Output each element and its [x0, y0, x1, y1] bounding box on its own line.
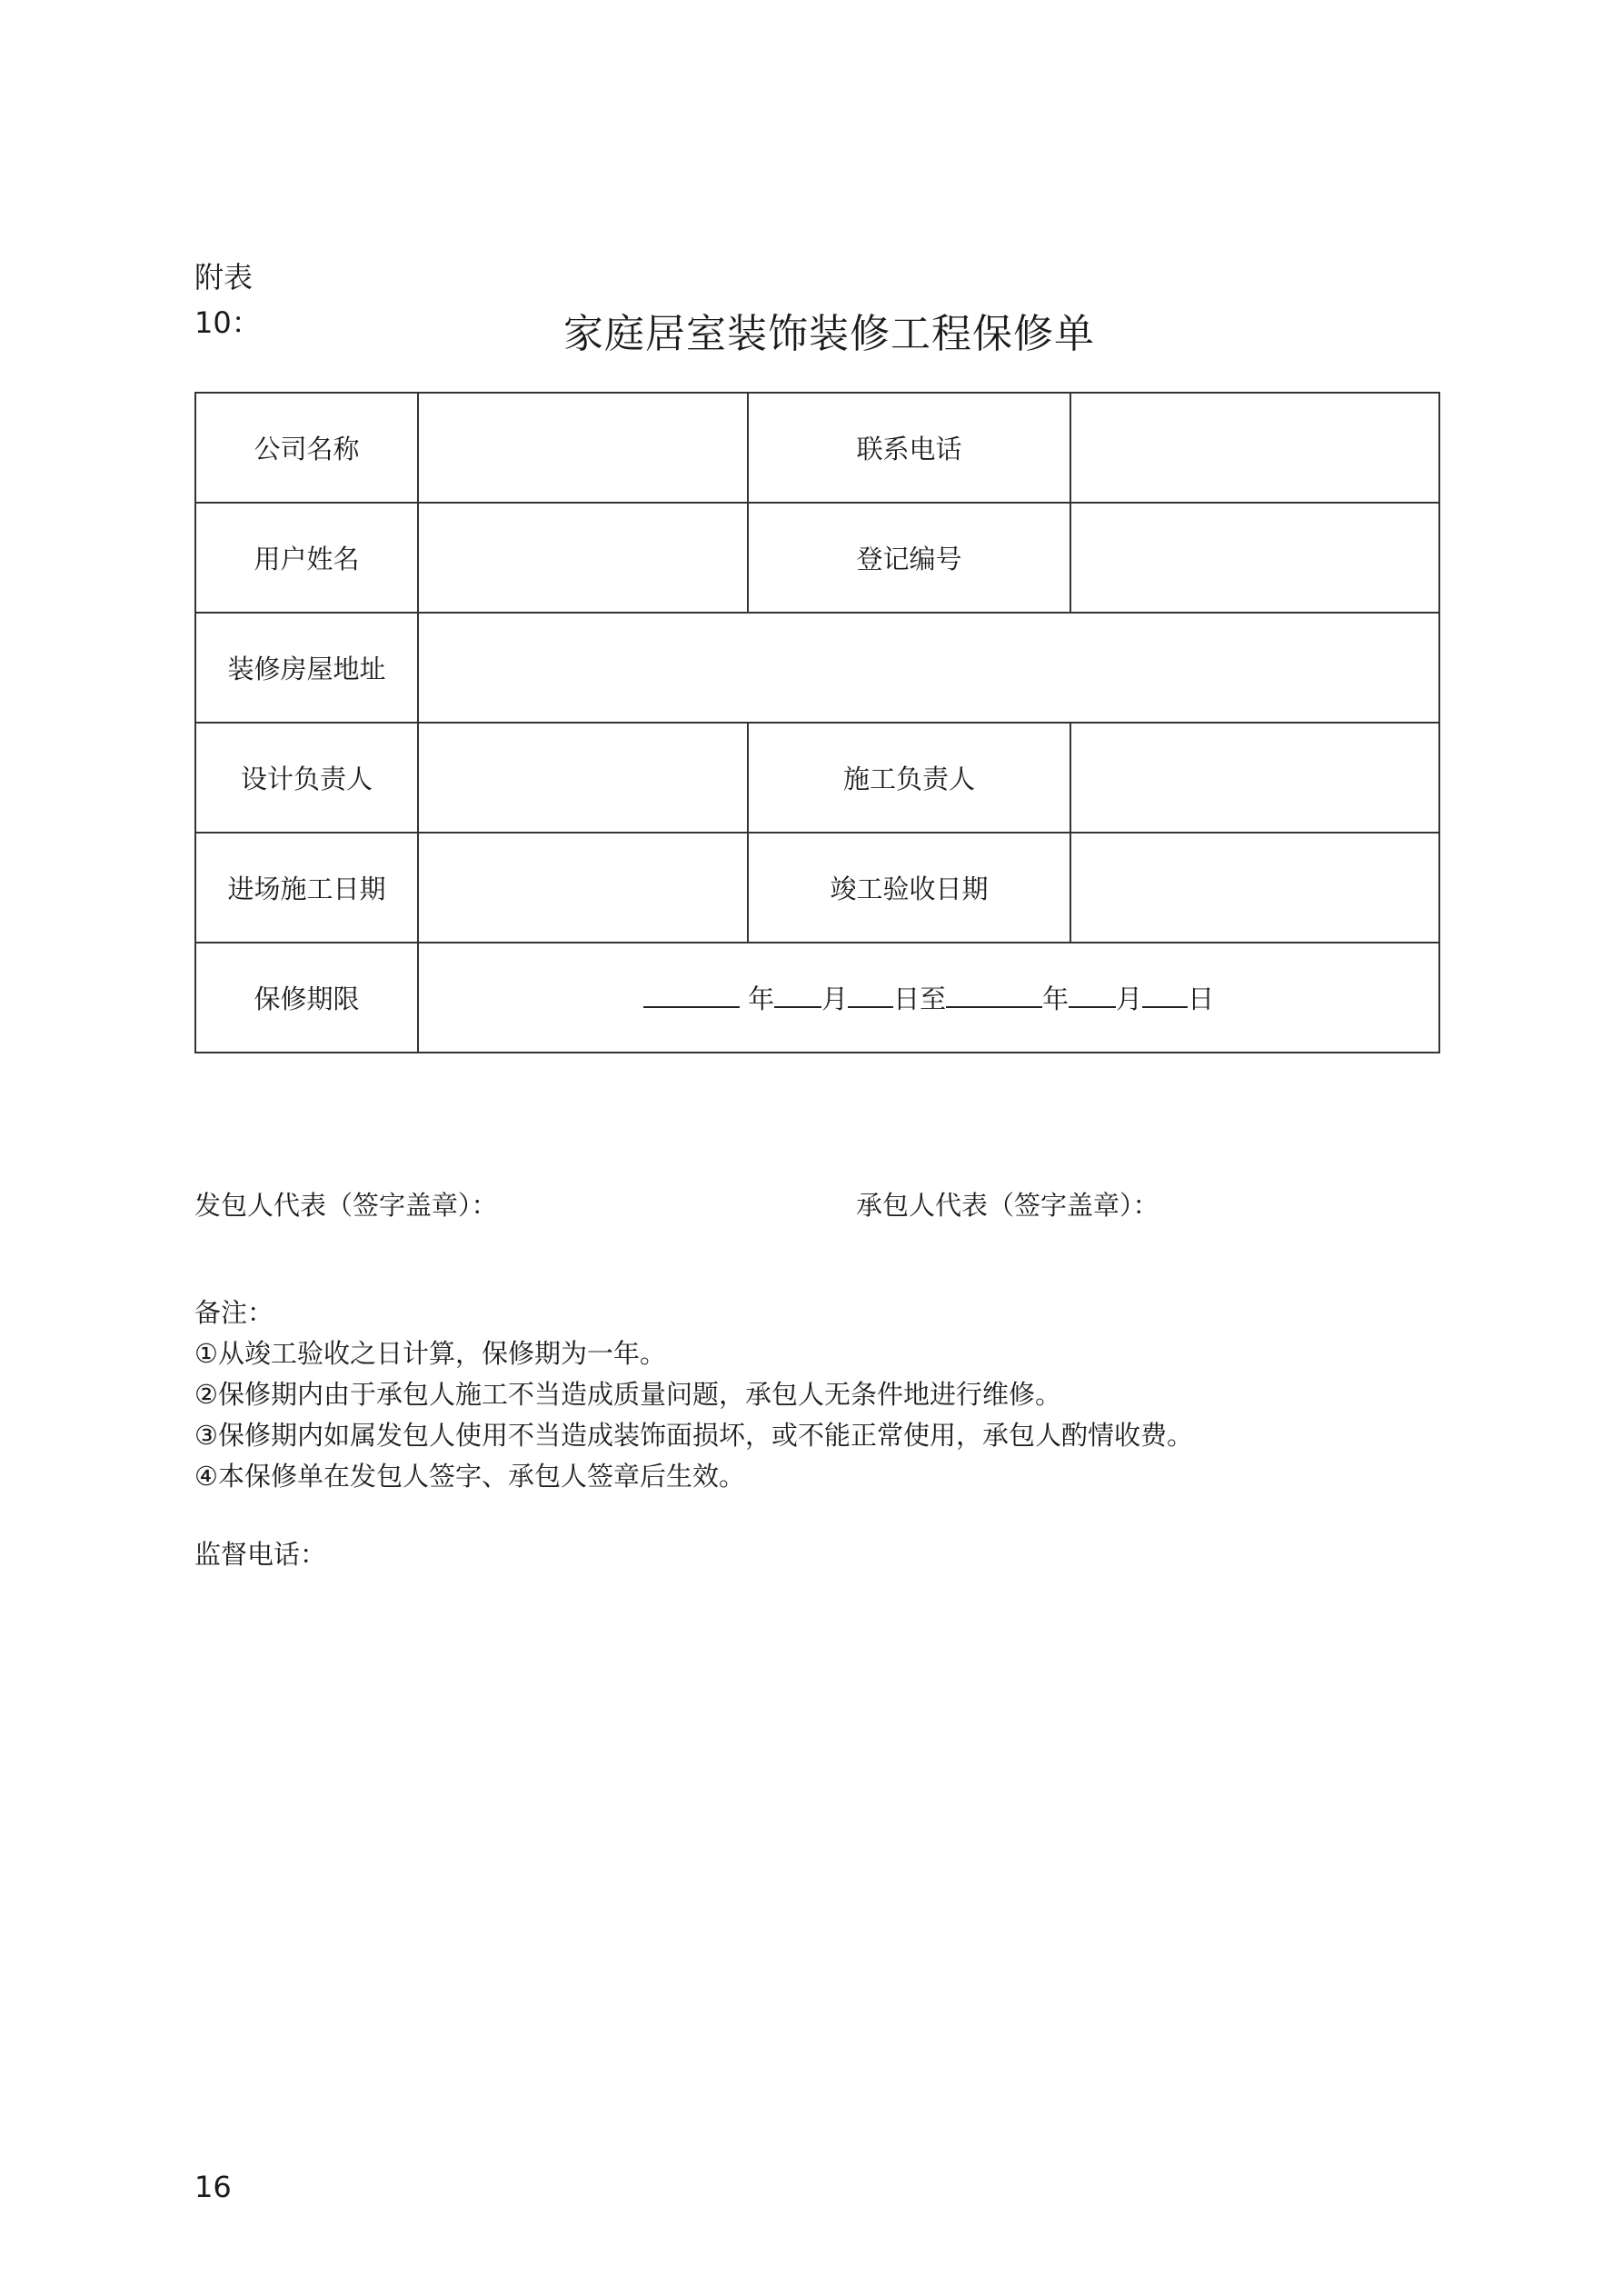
address-label: 装修房屋地址	[195, 613, 418, 723]
design-lead-field[interactable]	[418, 723, 748, 833]
document-title: 家庭居室装饰装修工程保修单	[563, 311, 1095, 357]
employer-signature-label: 发包人代表（签字盖章）：	[194, 1190, 498, 1221]
supervision-phone-label: 监督电话：	[194, 1539, 327, 1570]
year-blank[interactable]	[643, 984, 740, 1008]
note-item: ①从竣工验收之日计算，保修期为一年。	[194, 1338, 666, 1369]
day-to-text: 日至	[893, 983, 947, 1014]
table-row	[195, 943, 1439, 1053]
month2-text: 月	[1116, 983, 1143, 1014]
table-row	[195, 723, 1439, 833]
reg-no-label: 登记编号	[748, 503, 1070, 613]
table-row	[195, 503, 1439, 613]
notes-section	[194, 1293, 1193, 1497]
note-item: ②保修期内由于承包人施工不当造成质量问题，承包人无条件地进行维修。	[194, 1379, 1061, 1410]
contractor-signature-label: 承包人代表（签字盖章）：	[856, 1190, 1159, 1221]
phone-label: 联系电话	[748, 393, 1070, 503]
company-name-field[interactable]	[418, 393, 748, 503]
day-blank[interactable]	[848, 984, 893, 1008]
warranty-form-table	[194, 392, 1440, 1053]
warranty-period-line	[643, 983, 1214, 1014]
start-date-field[interactable]	[418, 833, 748, 943]
user-name-label: 用户姓名	[195, 503, 418, 613]
table-row	[195, 393, 1439, 503]
reg-no-field[interactable]	[1070, 503, 1439, 613]
year-text: 年	[748, 983, 775, 1014]
appendix-label-line1: 附表	[194, 260, 254, 294]
start-date-label: 进场施工日期	[195, 833, 418, 943]
phone-field[interactable]	[1070, 393, 1439, 503]
month-blank[interactable]	[774, 984, 821, 1008]
user-name-field[interactable]	[418, 503, 748, 613]
table-row	[195, 833, 1439, 943]
notes-heading: 备注：	[194, 1297, 274, 1328]
construction-lead-field[interactable]	[1070, 723, 1439, 833]
appendix-label	[194, 255, 261, 345]
appendix-label-line2: 10：	[194, 305, 261, 340]
page-number: 16	[194, 2170, 232, 2204]
warranty-period-label: 保修期限	[195, 943, 418, 1053]
note-item: ④本保修单在发包人签字、承包人签章后生效。	[194, 1461, 745, 1492]
note-item: ③保修期内如属发包人使用不当造成装饰面损坏，或不能正常使用，承包人酌情收费。	[194, 1420, 1193, 1451]
year2-blank[interactable]	[946, 984, 1042, 1008]
warranty-period-field[interactable]	[418, 943, 1439, 1053]
month2-blank[interactable]	[1069, 984, 1116, 1008]
table-row	[195, 613, 1439, 723]
year2-text: 年	[1042, 983, 1070, 1014]
address-field[interactable]	[418, 613, 1439, 723]
month-text: 月	[821, 983, 849, 1014]
design-lead-label: 设计负责人	[195, 723, 418, 833]
day2-blank[interactable]	[1142, 984, 1188, 1008]
accept-date-field[interactable]	[1070, 833, 1439, 943]
construction-lead-label: 施工负责人	[748, 723, 1070, 833]
accept-date-label: 竣工验收日期	[748, 833, 1070, 943]
company-name-label: 公司名称	[195, 393, 418, 503]
day2-text: 日	[1188, 983, 1215, 1014]
